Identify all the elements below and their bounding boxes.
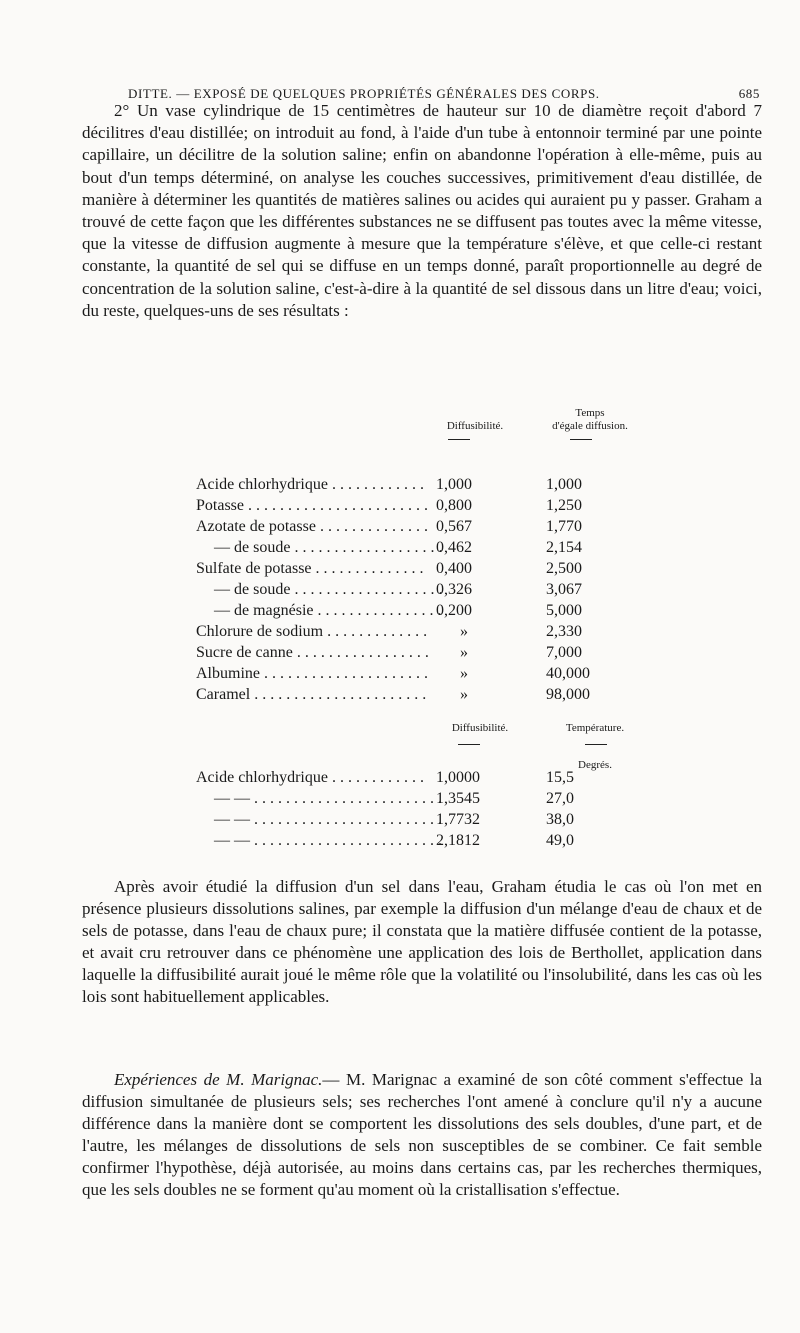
time-value: 98,000 [546, 686, 590, 703]
table-row [196, 767, 616, 788]
page-number: 685 [738, 86, 760, 101]
time-value: 2,500 [546, 560, 582, 577]
temperature-value: 27,0 [546, 790, 574, 807]
substance-name: — — . . . [196, 830, 446, 851]
diffusibility-value: 0,326 [436, 581, 472, 598]
table1-col2-header-line2: d'égale diffusion. [552, 420, 628, 432]
running-title: DITTE. — EXPOSÉ DE QUELQUES PROPRIÉTÉS GÉNÉRALES DES CORPS. [128, 86, 600, 101]
time-value: 5,000 [546, 602, 582, 619]
substance-name: — de soude . . . [196, 579, 446, 600]
substance-name: — de magnésie . . . [196, 600, 446, 621]
table-row [196, 600, 616, 621]
table-row [196, 788, 616, 809]
substance-name: Acide chlorhydrique . . . [196, 474, 428, 495]
table-row [196, 558, 616, 579]
diffusibility-value: 0,200 [436, 602, 472, 619]
substance-name: Potasse . . . [196, 495, 428, 516]
diffusibility-value: 1,7732 [436, 811, 480, 828]
table-row [196, 474, 616, 495]
substance-name: Sulfate de potasse . . . [196, 558, 428, 579]
paragraph-diffusion-method: 2° Un vase cylindrique de 15 centimètres de hauteur sur 10 de diamètre reçoit d'abord 7 décilitres d'eau distillée; on introduit au fond, à l'aide d'un tube à entonnoir terminé par une pointe capillaire, un décilitre de la solution saline; enfin on abandonne l'opération à elle-même, puis au bout d'un temps déterminé, on analyse les couches successives, primitivement d'eau distillée, de manière à déterminer les quantités de matières salines ou acides qui auraient pu y passer. Graham a trouvé de cette façon que les différentes substances ne se diffusent pas toutes avec la même vitesse, que la vitesse de diffusion augmente à mesure que la température s'élève, et que celle-ci restant constante, la quantité de sel qui se diffuse en un temps donné, paraît proportionnelle au degré de concentration de la solution saline, c'est-à-dire à la quantité de sel dissous dans un litre d'eau; voici, du reste, quelques-uns de ses résultats : [82, 101, 762, 320]
substance-name: Caramel . . . [196, 684, 428, 705]
table2-col2-rule [585, 744, 607, 745]
table1-col2-rule [570, 439, 592, 440]
time-value: 1,770 [546, 518, 582, 535]
table-row [196, 663, 616, 684]
diffusibility-value: 2,1812 [436, 832, 480, 849]
substance-name: — de soude . . . [196, 537, 446, 558]
temperature-value: 49,0 [546, 832, 574, 849]
time-value: 1,000 [546, 476, 582, 493]
substance-name: Chlorure de sodium . . . [196, 621, 428, 642]
time-value: 7,000 [546, 644, 582, 661]
substance-name: Albumine . . . [196, 663, 428, 684]
table-row [196, 495, 616, 516]
table1-col2-header-line1: Temps [575, 407, 605, 419]
paragraph-marignac [82, 1069, 762, 1201]
table2-col1-header: Diffusibilité. [451, 722, 509, 734]
time-value: 2,330 [546, 623, 582, 640]
diffusibility-value: 1,000 [436, 476, 472, 493]
paragraph-graham-mixtures: Après avoir étudié la diffusion d'un sel dans l'eau, Graham étudia le cas où l'on met en présence plusieurs dissolutions salines, par exemple la diffusion d'un mélange d'eau de chaux et de sels de potasse, dans l'eau de chaux pure; il constata que la matière diffusée contient de la potasse, et avait cru retrouver dans ce phénomène une application des lois de Berthollet, application dans laquelle la diffusibilité aurait joué le même rôle que la volatilité ou l'insolubilité, dans les cas où les lois sont habituellement applicables. [82, 877, 762, 1006]
substance-name: — — . . . [196, 788, 446, 809]
table1-col1-rule [448, 439, 470, 440]
diffusibility-value: » [460, 686, 468, 703]
substance-name: Azotate de potasse . . . [196, 516, 428, 537]
section-lead-title: Expériences de M. Marignac. [114, 1070, 323, 1089]
table-row [196, 621, 616, 642]
time-value: 3,067 [546, 581, 582, 598]
substance-name: Acide chlorhydrique . . . [196, 767, 428, 788]
table2-unit: Degrés. [578, 759, 612, 771]
diffusibility-value: » [460, 623, 468, 640]
temperature-value: 15,5 [546, 769, 574, 786]
diffusibility-value: 1,0000 [436, 769, 480, 786]
substance-name: Sucre de canne . . . [196, 642, 428, 663]
table-row [196, 516, 616, 537]
diffusibility-value: 0,462 [436, 539, 472, 556]
diffusibility-value: » [460, 644, 468, 661]
diffusibility-value: 0,800 [436, 497, 472, 514]
table-row [196, 642, 616, 663]
diffusibility-value: 0,400 [436, 560, 472, 577]
table-row [196, 579, 616, 600]
table2-col1-rule [458, 744, 480, 745]
table-row [196, 809, 616, 830]
time-value: 2,154 [546, 539, 582, 556]
table-row [196, 684, 616, 705]
temperature-value: 38,0 [546, 811, 574, 828]
diffusibility-value: » [460, 665, 468, 682]
table1-col1-header: Diffusibilité. [446, 420, 504, 432]
time-value: 40,000 [546, 665, 590, 682]
table2-col2-header: Température. [565, 722, 625, 734]
table-row [196, 830, 616, 851]
paragraph-marignac-text: — M. Marignac a examiné de son côté comment s'effectue la diffusion simultanée de plusieurs sels; ses recherches l'ont amené à conclure qu'il n'y a aucune différence dans la manière dont se comportent les dissolutions des sels doubles, d'une part, et de l'autre, les mélanges de dissolutions de sels non susceptibles de se combiner. Ce fait semble confirmer l'hypothèse, déjà autorisée, au moins dans certains cas, par les recherches thermiques, que les sels doubles ne se forment qu'au moment où la cristallisation s'effectue. [82, 1070, 762, 1199]
time-value: 1,250 [546, 497, 582, 514]
substance-name: — — . . . [196, 809, 446, 830]
diffusibility-value: 1,3545 [436, 790, 480, 807]
table-row [196, 537, 616, 558]
diffusibility-value: 0,567 [436, 518, 472, 535]
